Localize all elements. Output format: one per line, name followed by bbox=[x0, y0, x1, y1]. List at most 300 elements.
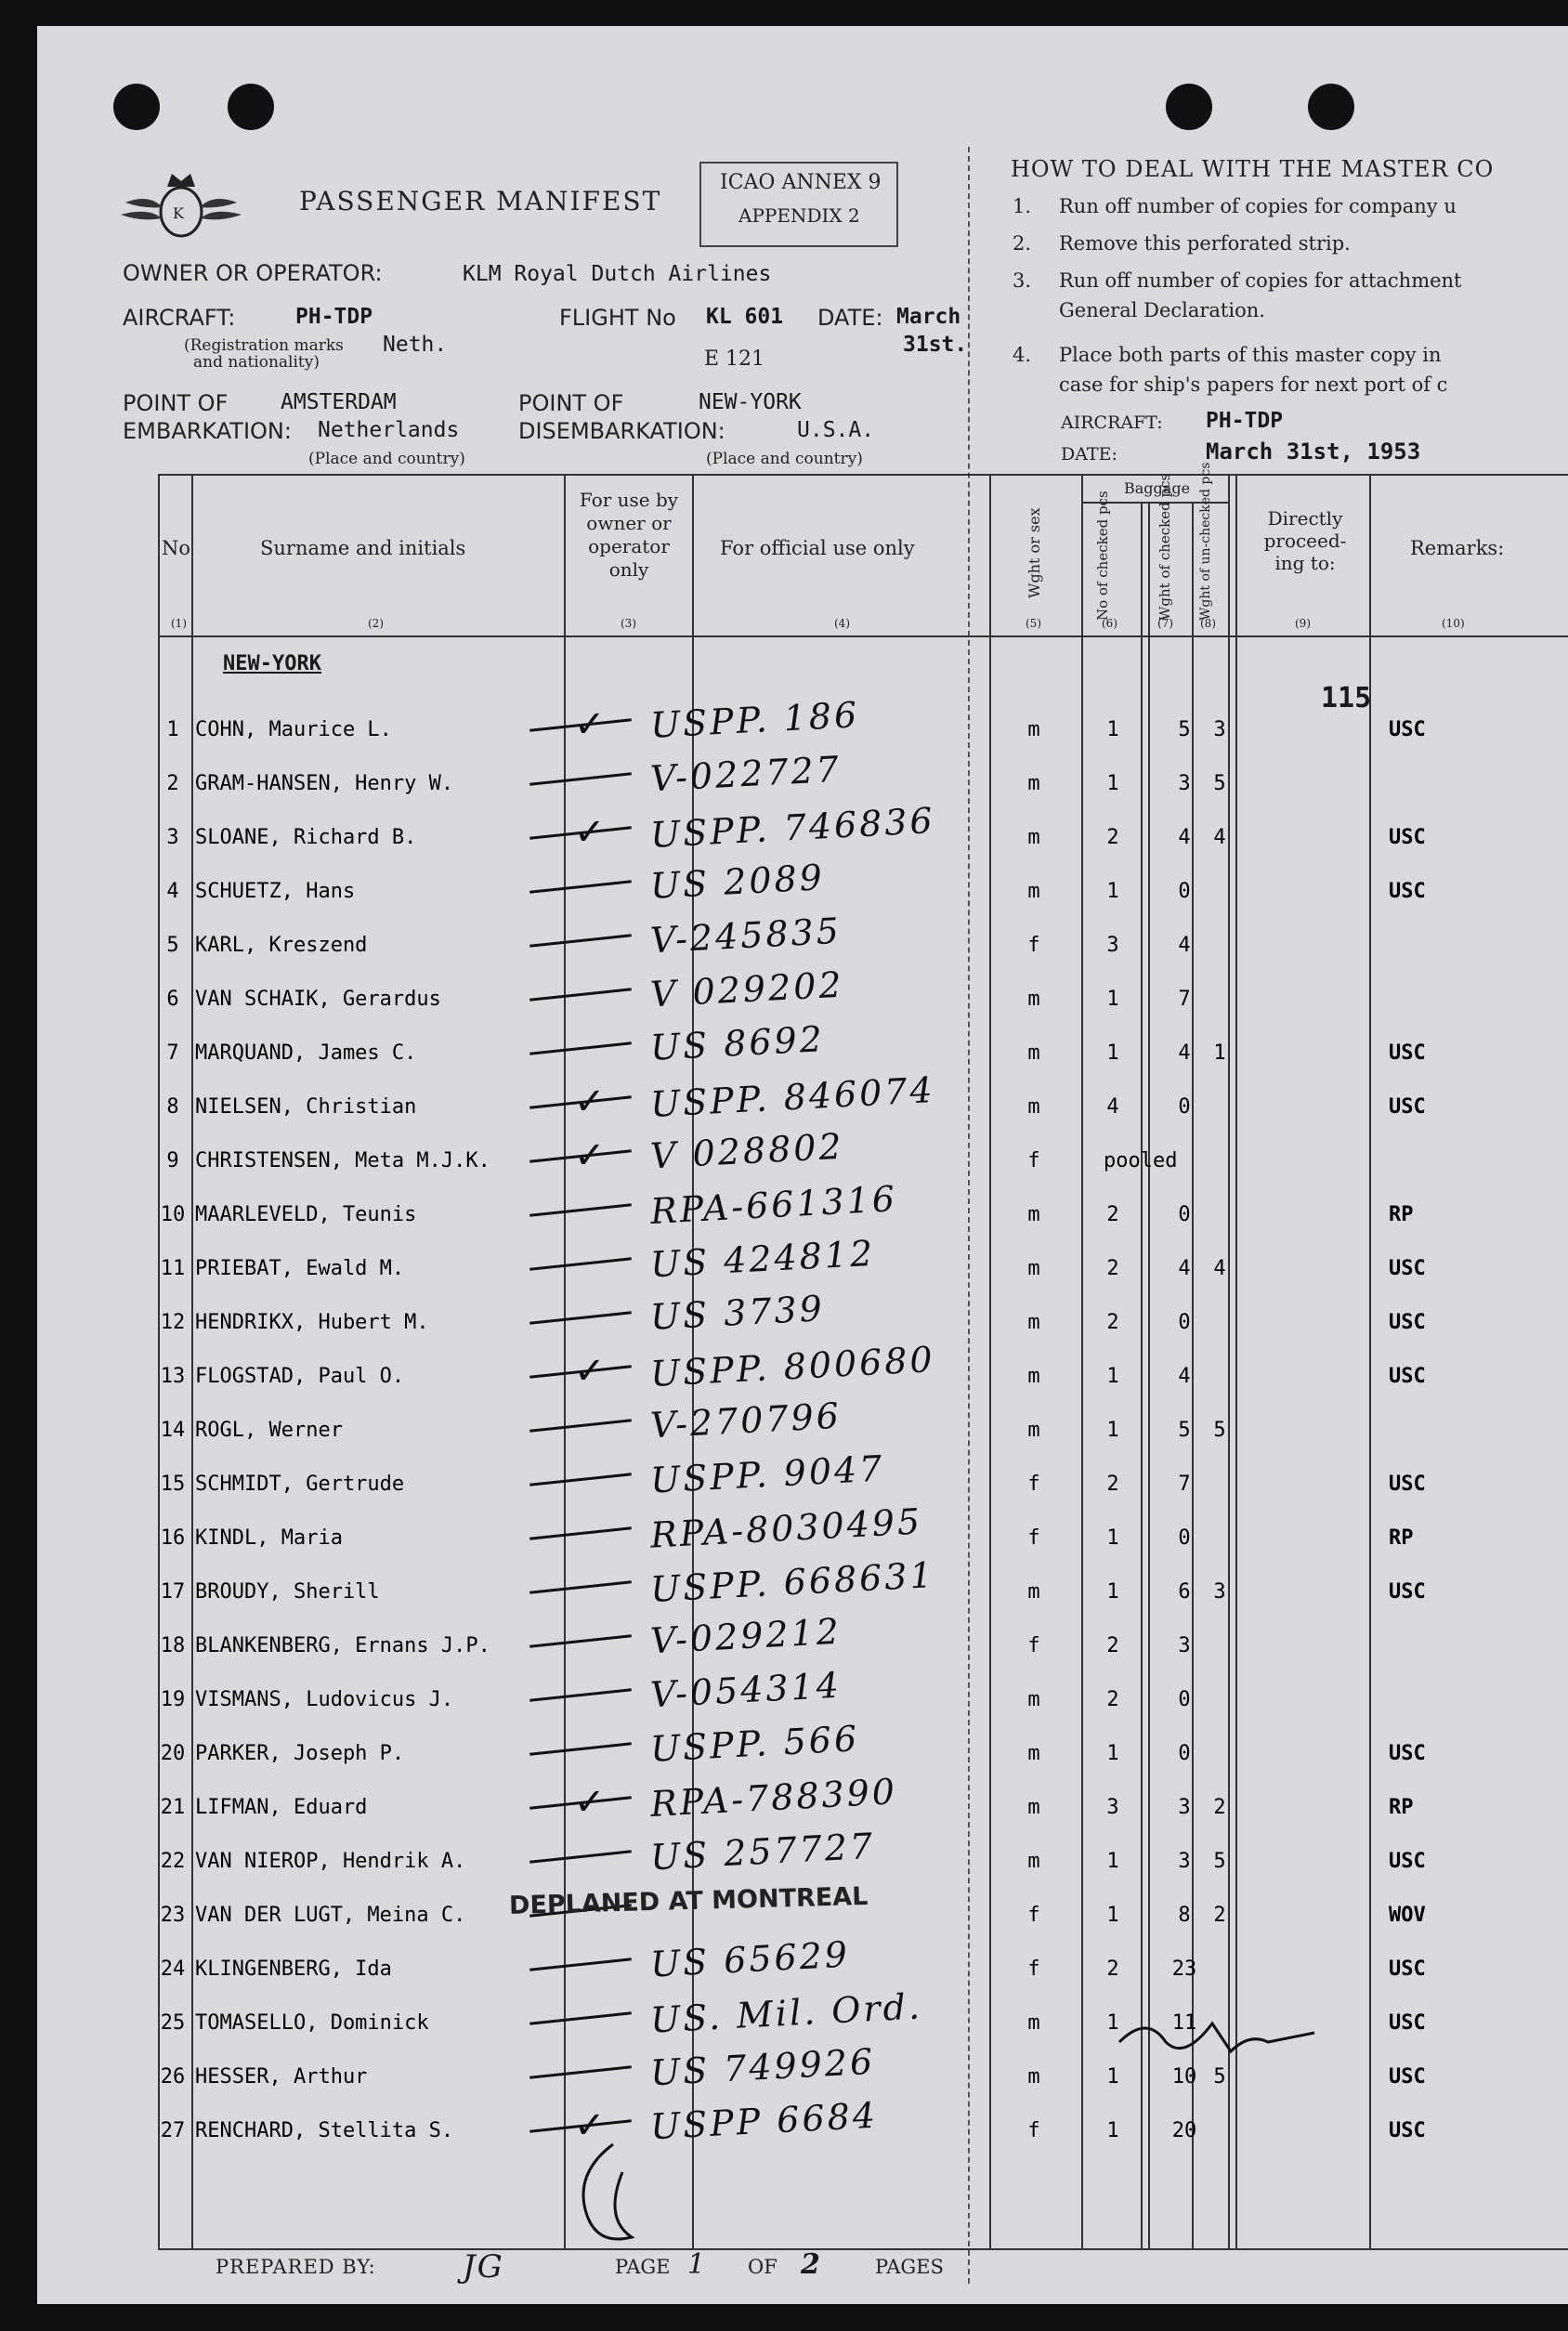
row-checked-pcs: 1 bbox=[1106, 2065, 1119, 2089]
row-passenger-name: LIFMAN, Eduard bbox=[195, 1796, 368, 1819]
row-remarks: USC bbox=[1389, 1311, 1426, 1334]
row-weight-unchecked: 5 bbox=[1213, 1850, 1226, 1873]
instruction-num: 1. bbox=[1013, 195, 1032, 217]
row-remarks: USC bbox=[1389, 2011, 1426, 2035]
col-owner-use: For use by owner or operator only bbox=[579, 489, 679, 581]
row-weight-checked: 20 bbox=[1171, 2119, 1197, 2142]
checkmark-icon: ✓ bbox=[574, 811, 606, 854]
owner-value: KLM Royal Dutch Airlines bbox=[463, 262, 772, 286]
row-weight-checked: 0 bbox=[1178, 1688, 1191, 1711]
row-number: 20 bbox=[160, 1742, 186, 1765]
row-passenger-name: KARL, Kreszend bbox=[195, 934, 368, 957]
row-number: 16 bbox=[160, 1526, 186, 1550]
prepared-label: PREPARED BY: bbox=[216, 2256, 376, 2278]
checkmark-icon: ✓ bbox=[574, 1134, 606, 1177]
row-remarks: USC bbox=[1389, 1850, 1426, 1873]
row-remarks: USC bbox=[1389, 1958, 1426, 1981]
flight-label: FLIGHT No bbox=[559, 305, 676, 331]
instruction-text: General Declaration. bbox=[1059, 299, 1265, 321]
row-weight-checked: 5 bbox=[1178, 1419, 1191, 1442]
row-checked-pcs: 1 bbox=[1106, 718, 1119, 741]
row-checked-pcs: 1 bbox=[1106, 1850, 1119, 1873]
row-weight-checked: 6 bbox=[1178, 1580, 1191, 1604]
row-number: 11 bbox=[160, 1257, 186, 1280]
instr-date-value: March 31st, 1953 bbox=[1206, 439, 1421, 465]
row-checked-pcs: 4 bbox=[1106, 1095, 1119, 1119]
row-official-entry: USPP. 566 bbox=[649, 1718, 861, 1770]
row-weight-checked: 0 bbox=[1178, 1311, 1191, 1334]
row-passenger-name: SCHUETZ, Hans bbox=[195, 880, 356, 903]
row-passenger-name: VAN NIEROP, Hendrik A. bbox=[195, 1850, 466, 1873]
manifest-sheet bbox=[37, 26, 1568, 2304]
of-label: OF bbox=[748, 2256, 777, 2278]
row-passenger-name: SCHMIDT, Gertrude bbox=[195, 1473, 405, 1496]
row-weight-unchecked: 3 bbox=[1213, 718, 1226, 741]
row-dash-mark bbox=[529, 1419, 632, 1432]
row-passenger-name: TOMASELLO, Dominick bbox=[195, 2011, 429, 2035]
row-checked-pcs: 3 bbox=[1106, 1796, 1119, 1819]
row-remarks: USC bbox=[1389, 718, 1426, 741]
col-directly: Directly proceed-ing to: bbox=[1263, 507, 1347, 574]
row-official-entry: US 8692 bbox=[648, 1018, 826, 1068]
row-sex: m bbox=[1027, 1796, 1040, 1819]
col-number: (8) bbox=[1200, 617, 1216, 630]
row-remarks: USC bbox=[1389, 1041, 1426, 1065]
row-sex: f bbox=[1027, 2119, 1040, 2142]
punch-hole bbox=[228, 84, 274, 130]
row-sex: m bbox=[1027, 1257, 1040, 1280]
col-line bbox=[1141, 502, 1143, 2248]
row-checked-pcs: 2 bbox=[1106, 1473, 1119, 1496]
row-dash-mark bbox=[529, 934, 632, 947]
row-remarks: USC bbox=[1389, 1742, 1426, 1765]
row-official-entry: US. Mil. Ord. bbox=[649, 1985, 923, 2041]
row-dash-mark bbox=[529, 772, 632, 785]
embark-note: (Place and country) bbox=[308, 450, 465, 468]
checkmark-icon: ✓ bbox=[574, 1781, 606, 1824]
row-weight-unchecked: 5 bbox=[1213, 2065, 1226, 2089]
row-passenger-name: KLINGENBERG, Ida bbox=[195, 1958, 392, 1981]
row-checked-pcs: 1 bbox=[1106, 772, 1119, 795]
disembark-note: (Place and country) bbox=[706, 450, 863, 468]
row-official-entry: USPP. 746836 bbox=[649, 800, 936, 856]
embark-label-2: EMBARKATION: bbox=[123, 418, 292, 444]
instruction-text: Run off number of copies for company u bbox=[1059, 195, 1457, 217]
row-weight-checked: 0 bbox=[1178, 1742, 1191, 1765]
row-passenger-name: MAARLEVELD, Teunis bbox=[195, 1203, 417, 1226]
punch-hole bbox=[1166, 84, 1212, 130]
embark-label-1: POINT OF bbox=[123, 390, 229, 416]
page-num: 1 bbox=[687, 2248, 708, 2281]
row-checked-pcs: 1 bbox=[1106, 1419, 1119, 1442]
flight-sub: E 121 bbox=[704, 347, 765, 371]
row-weight-checked: 4 bbox=[1178, 1041, 1191, 1065]
checkmark-icon: ✓ bbox=[574, 1080, 606, 1123]
row-official-entry: V-029212 bbox=[648, 1610, 843, 1662]
row-weight-unchecked: 3 bbox=[1213, 1580, 1226, 1604]
row-passenger-name: VAN DER LUGT, Meina C. bbox=[195, 1904, 466, 1927]
col-no-checked: No of checked pcs bbox=[1094, 491, 1111, 621]
row-number: 23 bbox=[160, 1904, 186, 1927]
row-passenger-name: MARQUAND, James C. bbox=[195, 1041, 417, 1065]
row-weight-checked: 3 bbox=[1178, 772, 1191, 795]
row-passenger-name: BROUDY, Sherill bbox=[195, 1580, 380, 1604]
row-weight-checked: 0 bbox=[1178, 1095, 1191, 1119]
row-passenger-name: FLOGSTAD, Paul O. bbox=[195, 1365, 405, 1388]
row-weight-checked: 4 bbox=[1178, 1365, 1191, 1388]
row-sex: m bbox=[1027, 1580, 1040, 1604]
col-number: (6) bbox=[1102, 617, 1117, 630]
row-sex: m bbox=[1027, 1095, 1040, 1119]
row-weight-checked: 7 bbox=[1178, 1473, 1191, 1496]
signature-scribble-icon bbox=[557, 2135, 669, 2256]
row-dash-mark bbox=[529, 2065, 632, 2078]
row-checked-pcs: 1 bbox=[1106, 880, 1119, 903]
row-number: 8 bbox=[166, 1095, 179, 1119]
row-checked-pcs: 2 bbox=[1106, 1311, 1119, 1334]
col-wght-unchecked: Wght of un-checked pcs bbox=[1198, 462, 1213, 621]
owner-label: OWNER OR OPERATOR: bbox=[123, 260, 383, 286]
row-weight-checked: 4 bbox=[1178, 1257, 1191, 1280]
row-official-entry: USPP. 668631 bbox=[649, 1554, 936, 1610]
row-official-entry: RPA-661316 bbox=[649, 1178, 899, 1232]
row-sex: m bbox=[1027, 2065, 1040, 2089]
instruction-text: Run off number of copies for attachment bbox=[1059, 269, 1462, 292]
row-checked-pcs: 1 bbox=[1106, 1526, 1119, 1550]
date-label: DATE: bbox=[817, 305, 883, 331]
row-dash-mark bbox=[529, 1958, 632, 1971]
row-remarks: RP bbox=[1389, 1526, 1414, 1550]
col-line bbox=[989, 474, 991, 2248]
row-official-entry: US 424812 bbox=[649, 1232, 877, 1286]
row-dash-mark bbox=[529, 1634, 632, 1647]
row-number: 26 bbox=[160, 2065, 186, 2089]
row-sex: f bbox=[1027, 1904, 1040, 1927]
deplaned-stamp: DEPLANED AT MONTREAL bbox=[508, 1881, 869, 1921]
col-surname: Surname and initials bbox=[260, 537, 466, 559]
row-official-entry: US 749926 bbox=[649, 2040, 877, 2094]
row-sex: m bbox=[1027, 2011, 1040, 2035]
col-number: (5) bbox=[1026, 617, 1041, 630]
row-official-entry: USPP. 800680 bbox=[649, 1339, 936, 1395]
disembark-label-2: DISEMBARKATION: bbox=[518, 418, 725, 444]
manifest-title: PASSENGER MANIFEST bbox=[299, 186, 662, 216]
col-line bbox=[564, 474, 566, 2248]
row-number: 22 bbox=[160, 1850, 186, 1873]
date-value-line2: 31st. bbox=[903, 333, 968, 357]
row-sex: m bbox=[1027, 1688, 1040, 1711]
row-official-entry: US 2089 bbox=[648, 857, 826, 907]
row-number: 14 bbox=[160, 1419, 186, 1442]
embark-country: Netherlands bbox=[318, 418, 460, 442]
aircraft-note: (Registration marks bbox=[184, 336, 344, 355]
row-number: 21 bbox=[160, 1796, 186, 1819]
row-sex: m bbox=[1027, 880, 1040, 903]
row-sex: m bbox=[1027, 1742, 1040, 1765]
row-number: 25 bbox=[160, 2011, 186, 2035]
row-checked-pcs: 2 bbox=[1106, 1958, 1119, 1981]
row-checked-pcs: 1 bbox=[1106, 1365, 1119, 1388]
icao-box-line2: APPENDIX 2 bbox=[738, 204, 860, 227]
svg-text:K: K bbox=[173, 204, 184, 222]
row-dash-mark bbox=[529, 1203, 632, 1216]
row-number: 15 bbox=[160, 1473, 186, 1496]
row-official-entry: V 028802 bbox=[648, 1125, 845, 1177]
row-number: 19 bbox=[160, 1688, 186, 1711]
row-weight-unchecked: 5 bbox=[1213, 772, 1226, 795]
row-remarks: USC bbox=[1389, 1473, 1426, 1496]
icao-box-line1: ICAO ANNEX 9 bbox=[720, 171, 882, 194]
row-checked-pcs: 3 bbox=[1106, 934, 1119, 957]
col-weight-sex: Wght or sex bbox=[1026, 507, 1043, 598]
checkmark-icon: ✓ bbox=[574, 2104, 606, 2147]
row-sex: m bbox=[1027, 826, 1040, 849]
row-official-entry: US 3739 bbox=[648, 1288, 826, 1338]
row-number: 24 bbox=[160, 1958, 186, 1981]
row-checked-pcs: 1 bbox=[1106, 1742, 1119, 1765]
row-number: 7 bbox=[166, 1041, 179, 1065]
row-number: 2 bbox=[166, 772, 179, 795]
disembark-city: NEW-YORK bbox=[699, 390, 802, 414]
col-number: (4) bbox=[834, 617, 850, 630]
row-passenger-name: SLOANE, Richard B. bbox=[195, 826, 417, 849]
instruction-text: Place both parts of this master copy in bbox=[1059, 344, 1442, 366]
row-number: 4 bbox=[166, 880, 179, 903]
row-dash-mark bbox=[529, 2011, 632, 2024]
row-number: 27 bbox=[160, 2119, 186, 2142]
row-number: 1 bbox=[166, 718, 179, 741]
row-passenger-name: RENCHARD, Stellita S. bbox=[195, 2119, 454, 2142]
row-number: 17 bbox=[160, 1580, 186, 1604]
row-sex: m bbox=[1027, 988, 1040, 1011]
row-dash-mark bbox=[529, 988, 632, 1001]
row-number: 3 bbox=[166, 826, 179, 849]
row-remarks: USC bbox=[1389, 2065, 1426, 2089]
row-dash-mark bbox=[529, 1742, 632, 1755]
row-remarks: USC bbox=[1389, 1365, 1426, 1388]
table-bottom-line bbox=[158, 2248, 1568, 2250]
row-remarks: USC bbox=[1389, 2119, 1426, 2142]
col-number: (1) bbox=[171, 617, 187, 630]
row-official-entry: USPP. 9047 bbox=[649, 1447, 886, 1501]
row-remarks: RP bbox=[1389, 1203, 1414, 1226]
row-dash-mark bbox=[529, 1311, 632, 1324]
row-remarks: USC bbox=[1389, 880, 1426, 903]
row-weight-unchecked: 1 bbox=[1213, 1041, 1226, 1065]
row-passenger-name: GRAM-HANSEN, Henry W. bbox=[195, 772, 454, 795]
date-value-line1: March bbox=[896, 305, 961, 329]
row-dash-mark bbox=[529, 1580, 632, 1593]
row-weight-unchecked: 4 bbox=[1213, 1257, 1226, 1280]
col-wght-checked: Wght of checked pcs bbox=[1156, 473, 1173, 621]
aircraft-value: PH-TDP bbox=[295, 305, 373, 329]
row-sex: m bbox=[1027, 1365, 1040, 1388]
row-number: 12 bbox=[160, 1311, 186, 1334]
row-weight-unchecked: 5 bbox=[1213, 1419, 1226, 1442]
row-remarks: USC bbox=[1389, 1580, 1426, 1604]
pages-label: PAGES bbox=[875, 2256, 944, 2278]
instruction-num: 2. bbox=[1013, 232, 1032, 255]
row-weight-checked: 4 bbox=[1178, 826, 1191, 849]
row-dash-mark bbox=[529, 1688, 632, 1701]
row-dash-mark bbox=[529, 1850, 632, 1863]
instruction-text: Remove this perforated strip. bbox=[1059, 232, 1351, 255]
row-number: 18 bbox=[160, 1634, 186, 1657]
row-checked-pcs: 2 bbox=[1106, 1257, 1119, 1280]
row-sex: f bbox=[1027, 1958, 1040, 1981]
disembark-label-1: POINT OF bbox=[518, 390, 624, 416]
row-passenger-name: VISMANS, Ludovicus J. bbox=[195, 1688, 454, 1711]
row-weight-checked: 23 bbox=[1171, 1958, 1197, 1981]
row-official-entry: US 257727 bbox=[649, 1825, 877, 1879]
row-weight-unchecked: 2 bbox=[1213, 1796, 1226, 1819]
row-official-entry: V-270796 bbox=[648, 1395, 843, 1447]
row-checked-pcs: 1 bbox=[1106, 2011, 1119, 2035]
col-number: (3) bbox=[621, 617, 636, 630]
row-official-entry: USPP. 186 bbox=[649, 694, 861, 746]
row-weight-checked: 0 bbox=[1178, 880, 1191, 903]
row-sex: f bbox=[1027, 1526, 1040, 1550]
row-passenger-name: PARKER, Joseph P. bbox=[195, 1742, 405, 1765]
col-number: (7) bbox=[1157, 617, 1173, 630]
row-checked-pcs: pooled bbox=[1104, 1149, 1178, 1172]
row-passenger-name: KINDL, Maria bbox=[195, 1526, 343, 1550]
row-checked-pcs: 2 bbox=[1106, 1203, 1119, 1226]
row-dash-mark bbox=[529, 1526, 632, 1539]
col-number: (10) bbox=[1442, 617, 1465, 630]
instructions-title: HOW TO DEAL WITH THE MASTER CO bbox=[1011, 156, 1495, 182]
row-weight-checked: 7 bbox=[1178, 988, 1191, 1011]
row-official-entry: V-245835 bbox=[648, 910, 843, 962]
row-weight-unchecked: 2 bbox=[1213, 1904, 1226, 1927]
perforation-line bbox=[968, 147, 970, 2284]
klm-crown-logo-icon bbox=[121, 161, 242, 249]
row-passenger-name: BLANKENBERG, Ernans J.P. bbox=[195, 1634, 490, 1657]
row-sex: f bbox=[1027, 1634, 1040, 1657]
row-sex: m bbox=[1027, 718, 1040, 741]
row-checked-pcs: 1 bbox=[1106, 2119, 1119, 2142]
table-header-bottom-line bbox=[158, 635, 1568, 637]
col-official-use: For official use only bbox=[720, 537, 915, 559]
row-sex: f bbox=[1027, 1149, 1040, 1172]
row-checked-pcs: 2 bbox=[1106, 1688, 1119, 1711]
row-remarks: WOV bbox=[1389, 1904, 1426, 1927]
instruction-num: 4. bbox=[1013, 344, 1032, 366]
row-dash-mark bbox=[529, 1473, 632, 1486]
col-number: (2) bbox=[368, 617, 384, 630]
row-passenger-name: HESSER, Arthur bbox=[195, 2065, 368, 2089]
row-sex: m bbox=[1027, 1850, 1040, 1873]
instr-aircraft-value: PH-TDP bbox=[1206, 409, 1284, 433]
row-weight-unchecked: 4 bbox=[1213, 826, 1226, 849]
row-weight-checked: 11 bbox=[1171, 2011, 1197, 2035]
row-remarks: USC bbox=[1389, 826, 1426, 849]
passenger-total: 115 bbox=[1321, 682, 1372, 714]
row-sex: m bbox=[1027, 1203, 1040, 1226]
row-checked-pcs: 2 bbox=[1106, 1634, 1119, 1657]
row-weight-checked: 0 bbox=[1178, 1203, 1191, 1226]
col-line bbox=[1081, 474, 1083, 2248]
row-number: 10 bbox=[160, 1203, 186, 1226]
row-checked-pcs: 1 bbox=[1106, 1904, 1119, 1927]
row-remarks: USC bbox=[1389, 1257, 1426, 1280]
row-sex: f bbox=[1027, 934, 1040, 957]
of-num: 2 bbox=[801, 2248, 822, 2281]
aircraft-note2: and nationality) bbox=[193, 353, 320, 372]
row-official-entry: US 65629 bbox=[648, 1933, 852, 1985]
page-label: PAGE bbox=[615, 2256, 671, 2278]
row-sex: m bbox=[1027, 772, 1040, 795]
row-passenger-name: VAN SCHAIK, Gerardus bbox=[195, 988, 441, 1011]
row-official-entry: V 029202 bbox=[648, 963, 845, 1015]
instr-date-label: DATE: bbox=[1061, 444, 1117, 465]
row-sex: m bbox=[1027, 1419, 1040, 1442]
row-checked-pcs: 1 bbox=[1106, 1580, 1119, 1604]
instruction-text: case for ship's papers for next port of c bbox=[1059, 373, 1448, 396]
icao-box bbox=[699, 162, 898, 247]
row-checked-pcs: 2 bbox=[1106, 826, 1119, 849]
instr-aircraft-label: AIRCRAFT: bbox=[1061, 413, 1163, 433]
row-remarks: USC bbox=[1389, 1095, 1426, 1119]
table-top-line bbox=[158, 474, 1568, 476]
disembark-country: U.S.A. bbox=[797, 418, 875, 442]
row-passenger-name: PRIEBAT, Ewald M. bbox=[195, 1257, 405, 1280]
col-number: (9) bbox=[1295, 617, 1311, 630]
flight-value: KL 601 bbox=[706, 305, 784, 329]
row-official-entry: V-054314 bbox=[648, 1664, 843, 1716]
col-line bbox=[1369, 474, 1371, 2248]
row-official-entry: RPA-8030495 bbox=[649, 1500, 924, 1556]
prepared-signature: JG bbox=[463, 2248, 504, 2285]
col-remarks: Remarks: bbox=[1410, 537, 1505, 559]
row-sex: f bbox=[1027, 1473, 1040, 1496]
row-weight-checked: 10 bbox=[1171, 2065, 1197, 2089]
row-number: 5 bbox=[166, 934, 179, 957]
punch-hole bbox=[1308, 84, 1354, 130]
row-number: 13 bbox=[160, 1365, 186, 1388]
row-weight-checked: 3 bbox=[1178, 1634, 1191, 1657]
row-passenger-name: CHRISTENSEN, Meta M.J.K. bbox=[195, 1149, 490, 1172]
row-number: 6 bbox=[166, 988, 179, 1011]
initials-scribble-icon bbox=[1110, 2005, 1333, 2070]
row-remarks: RP bbox=[1389, 1796, 1414, 1819]
col-line bbox=[1148, 502, 1150, 2248]
row-passenger-name: ROGL, Werner bbox=[195, 1419, 343, 1442]
row-checked-pcs: 1 bbox=[1106, 988, 1119, 1011]
row-weight-checked: 4 bbox=[1178, 934, 1191, 957]
section-label: NEW-YORK bbox=[223, 652, 321, 675]
row-official-entry: USPP 6684 bbox=[649, 2094, 879, 2148]
col-baggage: Baggage bbox=[1124, 479, 1191, 497]
row-weight-checked: 0 bbox=[1178, 1526, 1191, 1550]
row-passenger-name: HENDRIKX, Hubert M. bbox=[195, 1311, 429, 1334]
row-weight-checked: 5 bbox=[1178, 718, 1191, 741]
row-sex: m bbox=[1027, 1311, 1040, 1334]
instruction-num: 3. bbox=[1013, 269, 1032, 292]
row-weight-checked: 8 bbox=[1178, 1904, 1191, 1927]
row-official-entry: RPA-788390 bbox=[649, 1771, 899, 1825]
row-dash-mark bbox=[529, 1257, 632, 1270]
aircraft-label: AIRCRAFT: bbox=[123, 305, 236, 331]
checkmark-icon: ✓ bbox=[574, 1350, 606, 1393]
checkmark-icon: ✓ bbox=[574, 703, 606, 746]
row-passenger-name: COHN, Maurice L. bbox=[195, 718, 392, 741]
row-passenger-name: NIELSEN, Christian bbox=[195, 1095, 417, 1119]
embark-city: AMSTERDAM bbox=[281, 390, 397, 414]
row-official-entry: USPP. 846074 bbox=[649, 1069, 936, 1125]
row-weight-checked: 3 bbox=[1178, 1796, 1191, 1819]
punch-hole bbox=[113, 84, 160, 130]
